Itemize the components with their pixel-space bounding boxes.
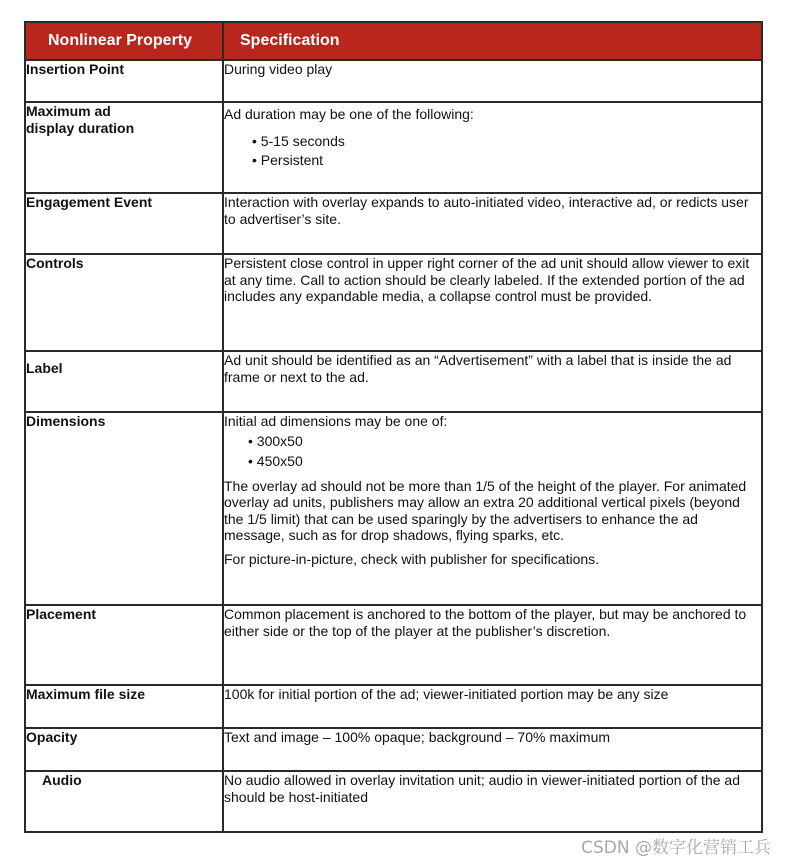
spec-cell bbox=[223, 102, 762, 193]
spec-cell bbox=[223, 412, 762, 605]
table-row bbox=[25, 193, 762, 254]
spec-text: Text and image – 100% opaque; background – 70% maximum bbox=[224, 729, 611, 745]
spec-text: 100k for initial portion of the ad; viewer-initiated portion may be any size bbox=[224, 686, 669, 702]
property-cell: Audio bbox=[25, 771, 223, 832]
spec-text: Common placement is anchored to the bottom of the player, but may be anchored to either side or the top of the player at the publisher’s discretion. bbox=[224, 606, 747, 639]
spec-intro: Initial ad dimensions may be one of: bbox=[224, 413, 448, 429]
spec-text: Ad unit should be identified as an “Advertisement” with a label that is inside the ad frame or next to the ad. bbox=[224, 352, 732, 385]
property-cell: Placement bbox=[25, 605, 223, 685]
table-row bbox=[25, 102, 762, 193]
list-item: • 5-15 seconds bbox=[252, 132, 761, 151]
spec-cell bbox=[223, 685, 762, 728]
spec-cell bbox=[223, 351, 762, 412]
spec-text: Persistent close control in upper right corner of the ad unit should allow viewer to exit at any time. Call to action should be clearly labeled. If the extended portion of the ad includes any expandable media, a collapse control must be provided. bbox=[224, 255, 750, 304]
property-cell bbox=[25, 351, 223, 412]
property-cell: Maximum file size bbox=[25, 685, 223, 728]
table-row bbox=[25, 685, 762, 728]
list-item: • 300x50 bbox=[248, 431, 761, 451]
spec-cell bbox=[223, 193, 762, 254]
property-text: Maximum ad display duration bbox=[26, 103, 135, 136]
list-item: • 450x50 bbox=[248, 451, 761, 471]
table-row bbox=[25, 605, 762, 685]
spec-text: Interaction with overlay expands to auto-initiated video, interactive ad, or redicts user to advertiser’s site. bbox=[224, 194, 749, 227]
header-nonlinear-property: Nonlinear Property bbox=[25, 22, 223, 60]
nonlinear-spec-table bbox=[24, 21, 763, 833]
property-cell: Controls bbox=[25, 254, 223, 351]
spec-text: During video play bbox=[224, 61, 333, 77]
table-row bbox=[25, 60, 762, 102]
table-row bbox=[25, 412, 762, 605]
property-cell: Opacity bbox=[25, 728, 223, 771]
spec-paragraph: The overlay ad should not be more than 1/5 of the height of the player. For animated overlay ad units, publishers may allow an extra 20 additional vertical pixels (beyond the 1/5 limit) that can be used sparingly by the advertisers to enhance the ad message, such as for drop shadows, flying sparks, etc. bbox=[224, 477, 747, 543]
spec-paragraph: For picture-in-picture, check with publisher for specifications. bbox=[224, 550, 600, 567]
property-cell: Engagement Event bbox=[25, 193, 223, 254]
table-header-row bbox=[25, 22, 762, 60]
spec-cell bbox=[223, 60, 762, 102]
spec-intro: Ad duration may be one of the following: bbox=[224, 106, 474, 122]
spec-list bbox=[252, 132, 761, 170]
property-cell: Dimensions bbox=[25, 412, 223, 605]
property-text: Label bbox=[26, 360, 63, 376]
spec-list bbox=[248, 431, 761, 471]
spec-cell bbox=[223, 254, 762, 351]
spec-text: No audio allowed in overlay invitation unit; audio in viewer-initiated portion of the ad should be host-initiated bbox=[224, 772, 740, 805]
table-row bbox=[25, 351, 762, 412]
spec-cell bbox=[223, 771, 762, 832]
table-row bbox=[25, 254, 762, 351]
watermark: CSDN @数字化营销工兵 bbox=[581, 838, 771, 858]
list-item: • Persistent bbox=[252, 151, 761, 170]
property-cell bbox=[25, 102, 223, 193]
spec-cell bbox=[223, 728, 762, 771]
table-row bbox=[25, 728, 762, 771]
table-row bbox=[25, 771, 762, 832]
header-specification: Specification bbox=[223, 22, 762, 60]
property-cell: Insertion Point bbox=[25, 60, 223, 102]
spec-cell bbox=[223, 605, 762, 685]
